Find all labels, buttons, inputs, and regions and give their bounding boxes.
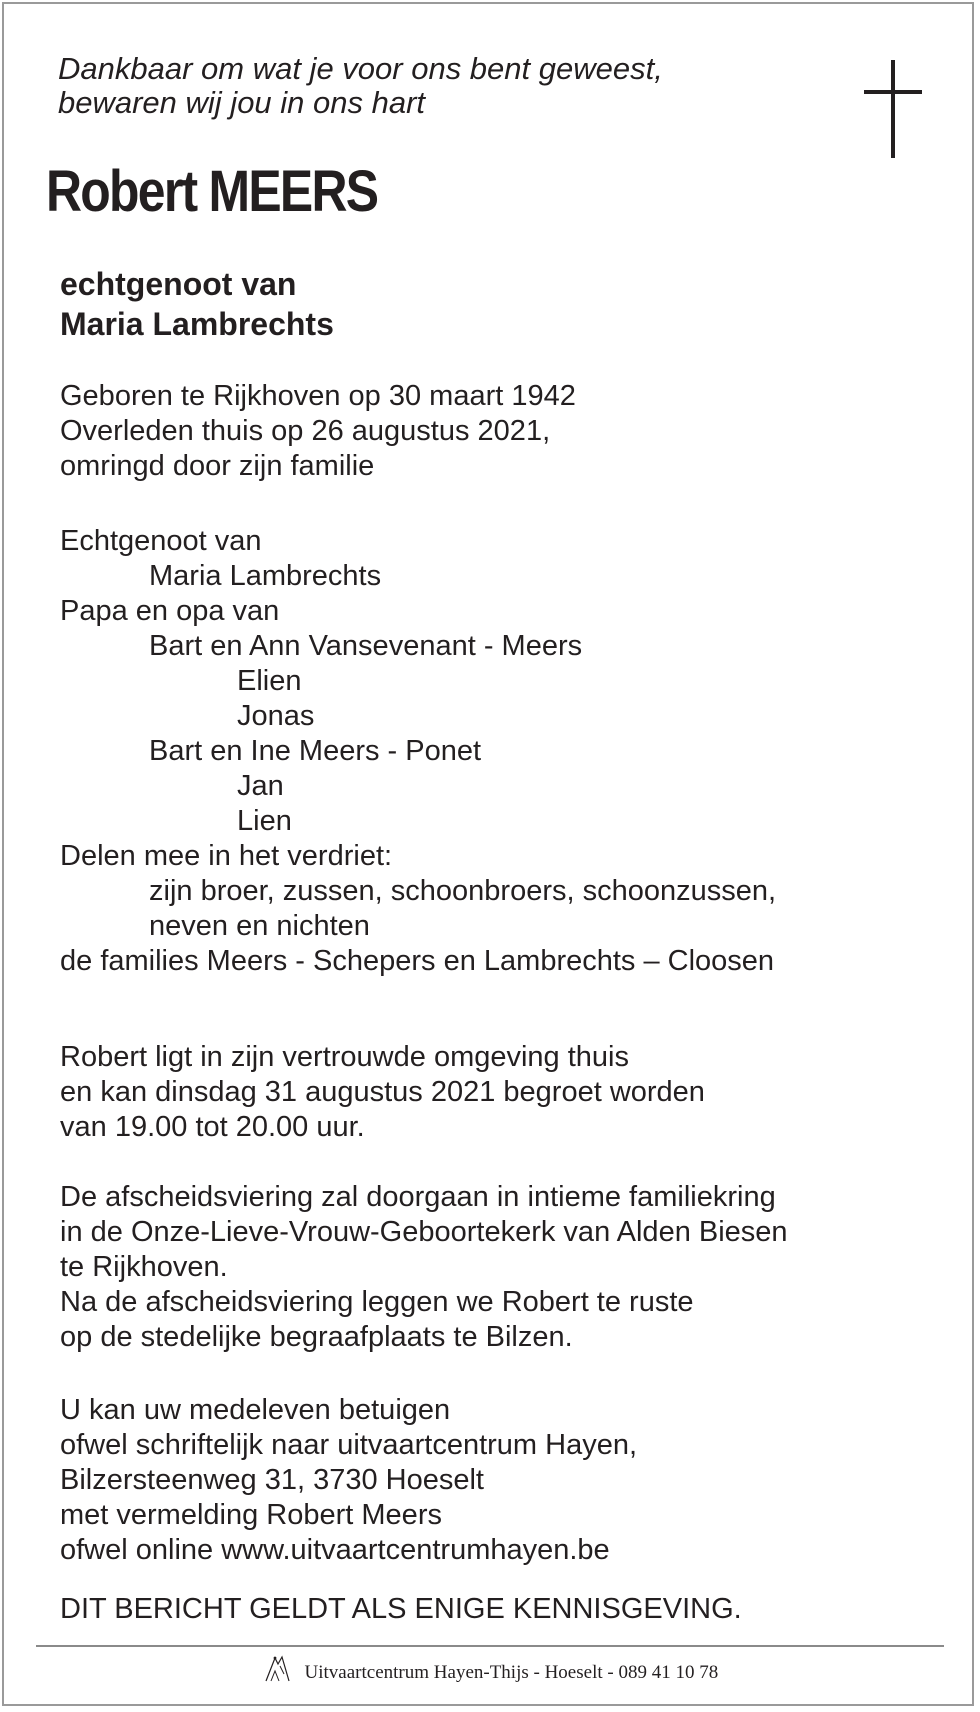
condolence-line: ofwel schriftelijk naar uitvaartcentrum Hayen, [60,1429,638,1461]
family-line: de families Meers - Schepers en Lambrechts – Cloosen [60,945,775,977]
deceased-name: Robert MEERS [46,159,378,224]
condolence-line: U kan uw medeleven betuigen [60,1394,451,1426]
visitation-line: en kan dinsdag 31 augustus 2021 begroet worden [60,1076,705,1108]
footer-text: Uitvaartcentrum Hayen-Thijs - Hoeselt - 089 41 10 78 [304,1662,719,1683]
birth-death-block [60,379,576,484]
funeral-home-logo-icon [262,1654,292,1684]
family-line: Elien [237,665,302,697]
farewell-line: De afscheidsviering zal doorgaan in intieme familiekring [60,1181,776,1213]
farewell-line: Na de afscheidsviering leggen we Robert te ruste [60,1286,694,1318]
cross-icon [864,60,922,158]
footer [0,1658,980,1688]
condolence-line: Bilzersteenweg 31, 3730 Hoeselt [60,1464,484,1496]
condolence-block [60,1393,637,1568]
spouse-line: Maria Lambrechts [60,306,334,342]
visitation-line: Robert ligt in zijn vertrouwde omgeving thuis [60,1041,629,1073]
visitation-block [60,1040,705,1145]
condolence-line: ofwel online www.uitvaartcentrumhayen.be [60,1534,610,1566]
motto-line: bewaren wij jou in ons hart [58,85,426,120]
family-line: Bart en Ine Meers - Ponet [149,735,482,767]
footer-divider [36,1645,944,1647]
spouse-heading [60,264,334,344]
family-line: zijn broer, zussen, schoonbroers, schoonzussen, [149,875,777,907]
family-block [60,524,776,979]
farewell-line: in de Onze-Lieve-Vrouw-Geboortekerk van Alden Biesen [60,1216,788,1248]
spouse-line: echtgenoot van [60,266,297,302]
birth-death-line: omringd door zijn familie [60,450,375,482]
condolence-line: met vermelding Robert Meers [60,1499,442,1531]
family-line: neven en nichten [149,910,370,942]
farewell-line: op de stedelijke begraafplaats te Bilzen. [60,1321,573,1353]
farewell-line: te Rijkhoven. [60,1251,228,1283]
official-notice: DIT BERICHT GELDT ALS ENIGE KENNISGEVING. [60,1593,742,1625]
family-line: Papa en opa van [60,595,280,627]
family-line: Maria Lambrechts [149,560,382,592]
family-line: Bart en Ann Vansevenant - Meers [149,630,583,662]
family-line: Echtgenoot van [60,525,262,557]
family-line: Lien [237,805,292,837]
family-line: Jonas [237,700,315,732]
motto [58,52,663,120]
motto-line: Dankbaar om wat je voor ons bent geweest, [58,51,663,86]
birth-death-line: Overleden thuis op 26 augustus 2021, [60,415,551,447]
birth-death-line: Geboren te Rijkhoven op 30 maart 1942 [60,380,576,412]
visitation-line: van 19.00 tot 20.00 uur. [60,1111,365,1143]
family-line: Jan [237,770,284,802]
farewell-block [60,1180,788,1355]
family-line: Delen mee in het verdriet: [60,840,393,872]
